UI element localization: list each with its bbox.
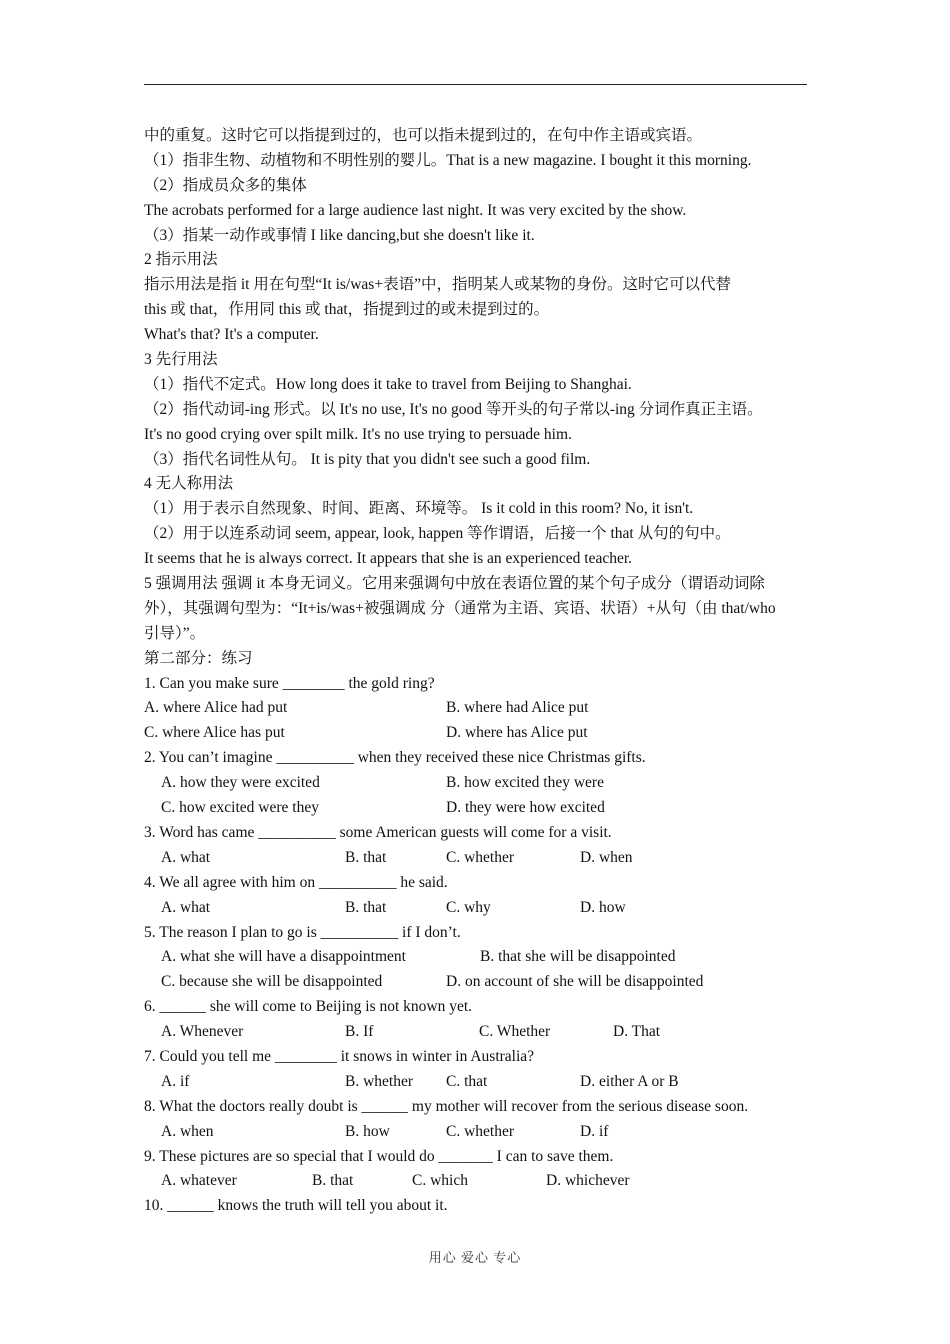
option-b: B. that: [345, 848, 387, 866]
page-footer: 用心 爱心 专心: [428, 1250, 522, 1265]
option-row: [144, 721, 810, 746]
theory-line: （2）指代动词-ing 形式。以 It's no use, It's no good 等开头的句子常以-ing 分词作真正主语。: [144, 400, 763, 418]
option-c: C. where Alice has put: [144, 724, 285, 742]
option-a: A. whatever: [161, 1172, 237, 1190]
option-c: C. whether: [446, 848, 515, 866]
option-d: D. how: [580, 898, 626, 916]
page-body: [144, 124, 810, 1219]
option-a: A. if: [161, 1072, 190, 1090]
option-d: D. on account of she will be disappointed: [446, 973, 704, 991]
theory-line: 中的重复。这时它可以指提到过的，也可以指未提到过的，在句中作主语或宾语。: [144, 127, 703, 144]
option-c: C. how excited were they: [161, 799, 319, 817]
option-b: B. that: [312, 1172, 354, 1190]
section-title: 第二部分：练习: [144, 649, 253, 667]
question-stem: 1. Can you make sure ________ the gold ring?: [144, 674, 435, 692]
theory-heading: 4 无人称用法: [144, 475, 234, 493]
exercise-list: [144, 672, 810, 1220]
option-b: B. how excited they were: [446, 774, 604, 792]
option-c: C. because she will be disappointed: [161, 973, 383, 991]
option-b: B. how: [345, 1122, 390, 1140]
option-row: [144, 945, 810, 970]
option-row: [144, 1169, 810, 1194]
theory-line: 外），其强调句型为：“It+is/was+被强调成 分（通常为主语、宾语、状语）+从句（由 that/who: [144, 599, 776, 617]
theory-line: （3）指某一动作或事情 I like dancing,but she doesn't like it.: [144, 226, 535, 244]
option-d: D. That: [613, 1023, 661, 1041]
theory-line: （2）用于以连系动词 seem, appear, look, happen 等作谓语，后接一个 that 从句的句中。: [144, 525, 731, 543]
option-a: A. how they were excited: [161, 774, 320, 792]
question-stem: 7. Could you tell me ________ it snows in winter in Australia?: [144, 1047, 535, 1065]
option-a: A. when: [161, 1122, 214, 1140]
option-a: A. what she will have a disappointment: [161, 948, 406, 966]
question-stem: 2. You can’t imagine __________ when they received these nice Christmas gifts.: [144, 749, 646, 767]
theory-section: [144, 124, 810, 647]
option-a: A. Whenever: [161, 1023, 244, 1041]
theory-line: this 或 that，作用同 this 或 that，指提到过的或未提到过的。: [144, 301, 550, 319]
theory-heading: 5 强调用法 强调 it 本身无词义。它用来强调句中放在表语位置的某个句子成分（谓语动词除: [144, 575, 765, 593]
option-row: [144, 970, 810, 995]
theory-line: It seems that he is always correct. It appears that she is an experienced teacher.: [144, 550, 633, 568]
option-b: B. that: [345, 898, 387, 916]
option-c: C. that: [446, 1072, 488, 1090]
question-stem: 3. Word has came __________ some American guests will come for a visit.: [144, 823, 612, 841]
theory-heading: 2 指示用法: [144, 251, 218, 269]
option-d: D. when: [580, 848, 633, 866]
option-b: B. If: [345, 1023, 374, 1041]
option-a: A. what: [161, 848, 211, 866]
option-row: [144, 1070, 810, 1095]
option-d: D. they were how excited: [446, 799, 605, 817]
option-c: C. whether: [446, 1122, 515, 1140]
theory-line: （3）指代名词性从句。 It is pity that you didn't see such a good film.: [144, 450, 591, 468]
option-a: A. what: [161, 898, 211, 916]
theory-line: What's that? It's a computer.: [144, 326, 319, 344]
question-stem: 4. We all agree with him on __________ he said.: [144, 873, 448, 891]
option-a: A. where Alice had put: [144, 699, 288, 717]
option-row: [144, 771, 810, 796]
option-d: D. either A or B: [580, 1072, 679, 1090]
theory-line: 指示用法是指 it 用在句型“It is/was+表语”中，指明某人或某物的身份。这时它可以代替: [144, 276, 731, 294]
option-row: [144, 1120, 810, 1145]
option-row: [144, 696, 810, 721]
option-b: B. that she will be disappointed: [480, 948, 676, 966]
option-row: [144, 896, 810, 921]
option-b: B. whether: [345, 1072, 414, 1090]
theory-heading: 3 先行用法: [144, 351, 218, 369]
theory-line: （1）指代不定式。How long does it take to travel from Beijing to Shanghai.: [144, 375, 632, 393]
header-rule: [144, 84, 807, 85]
option-c: C. Whether: [479, 1023, 551, 1041]
option-row: [144, 846, 810, 871]
theory-line: （1）用于表示自然现象、时间、距离、环境等。 Is it cold in this room? No, it isn't.: [144, 500, 694, 518]
option-c: C. why: [446, 898, 491, 916]
option-b: B. where had Alice put: [446, 699, 589, 717]
question-stem: 5. The reason I plan to go is __________ if I don’t.: [144, 923, 461, 941]
theory-line: The acrobats performed for a large audience last night. It was very excited by the show.: [144, 201, 687, 219]
theory-line: （2）指成员众多的集体: [144, 176, 307, 194]
question-stem: 10. ______ knows the truth will tell you about it.: [144, 1197, 448, 1215]
question-stem: 8. What the doctors really doubt is ______ my mother will recover from the serious disease soon.: [144, 1097, 749, 1115]
theory-line: （1）指非生物、动植物和不明性别的婴儿。That is a new magazine. I bought it this morning.: [144, 151, 752, 169]
option-d: D. whichever: [546, 1172, 630, 1190]
option-row: [144, 796, 810, 821]
option-d: D. if: [580, 1122, 609, 1140]
option-row: [144, 1020, 810, 1045]
question-stem: 6. ______ she will come to Beijing is not known yet.: [144, 998, 473, 1016]
option-d: D. where has Alice put: [446, 724, 588, 742]
theory-line: 引导）”。: [144, 624, 206, 642]
option-c: C. which: [412, 1172, 468, 1190]
theory-line: It's no good crying over spilt milk. It's no use trying to persuade him.: [144, 425, 572, 443]
question-stem: 9. These pictures are so special that I would do _______ I can to save them.: [144, 1147, 614, 1165]
